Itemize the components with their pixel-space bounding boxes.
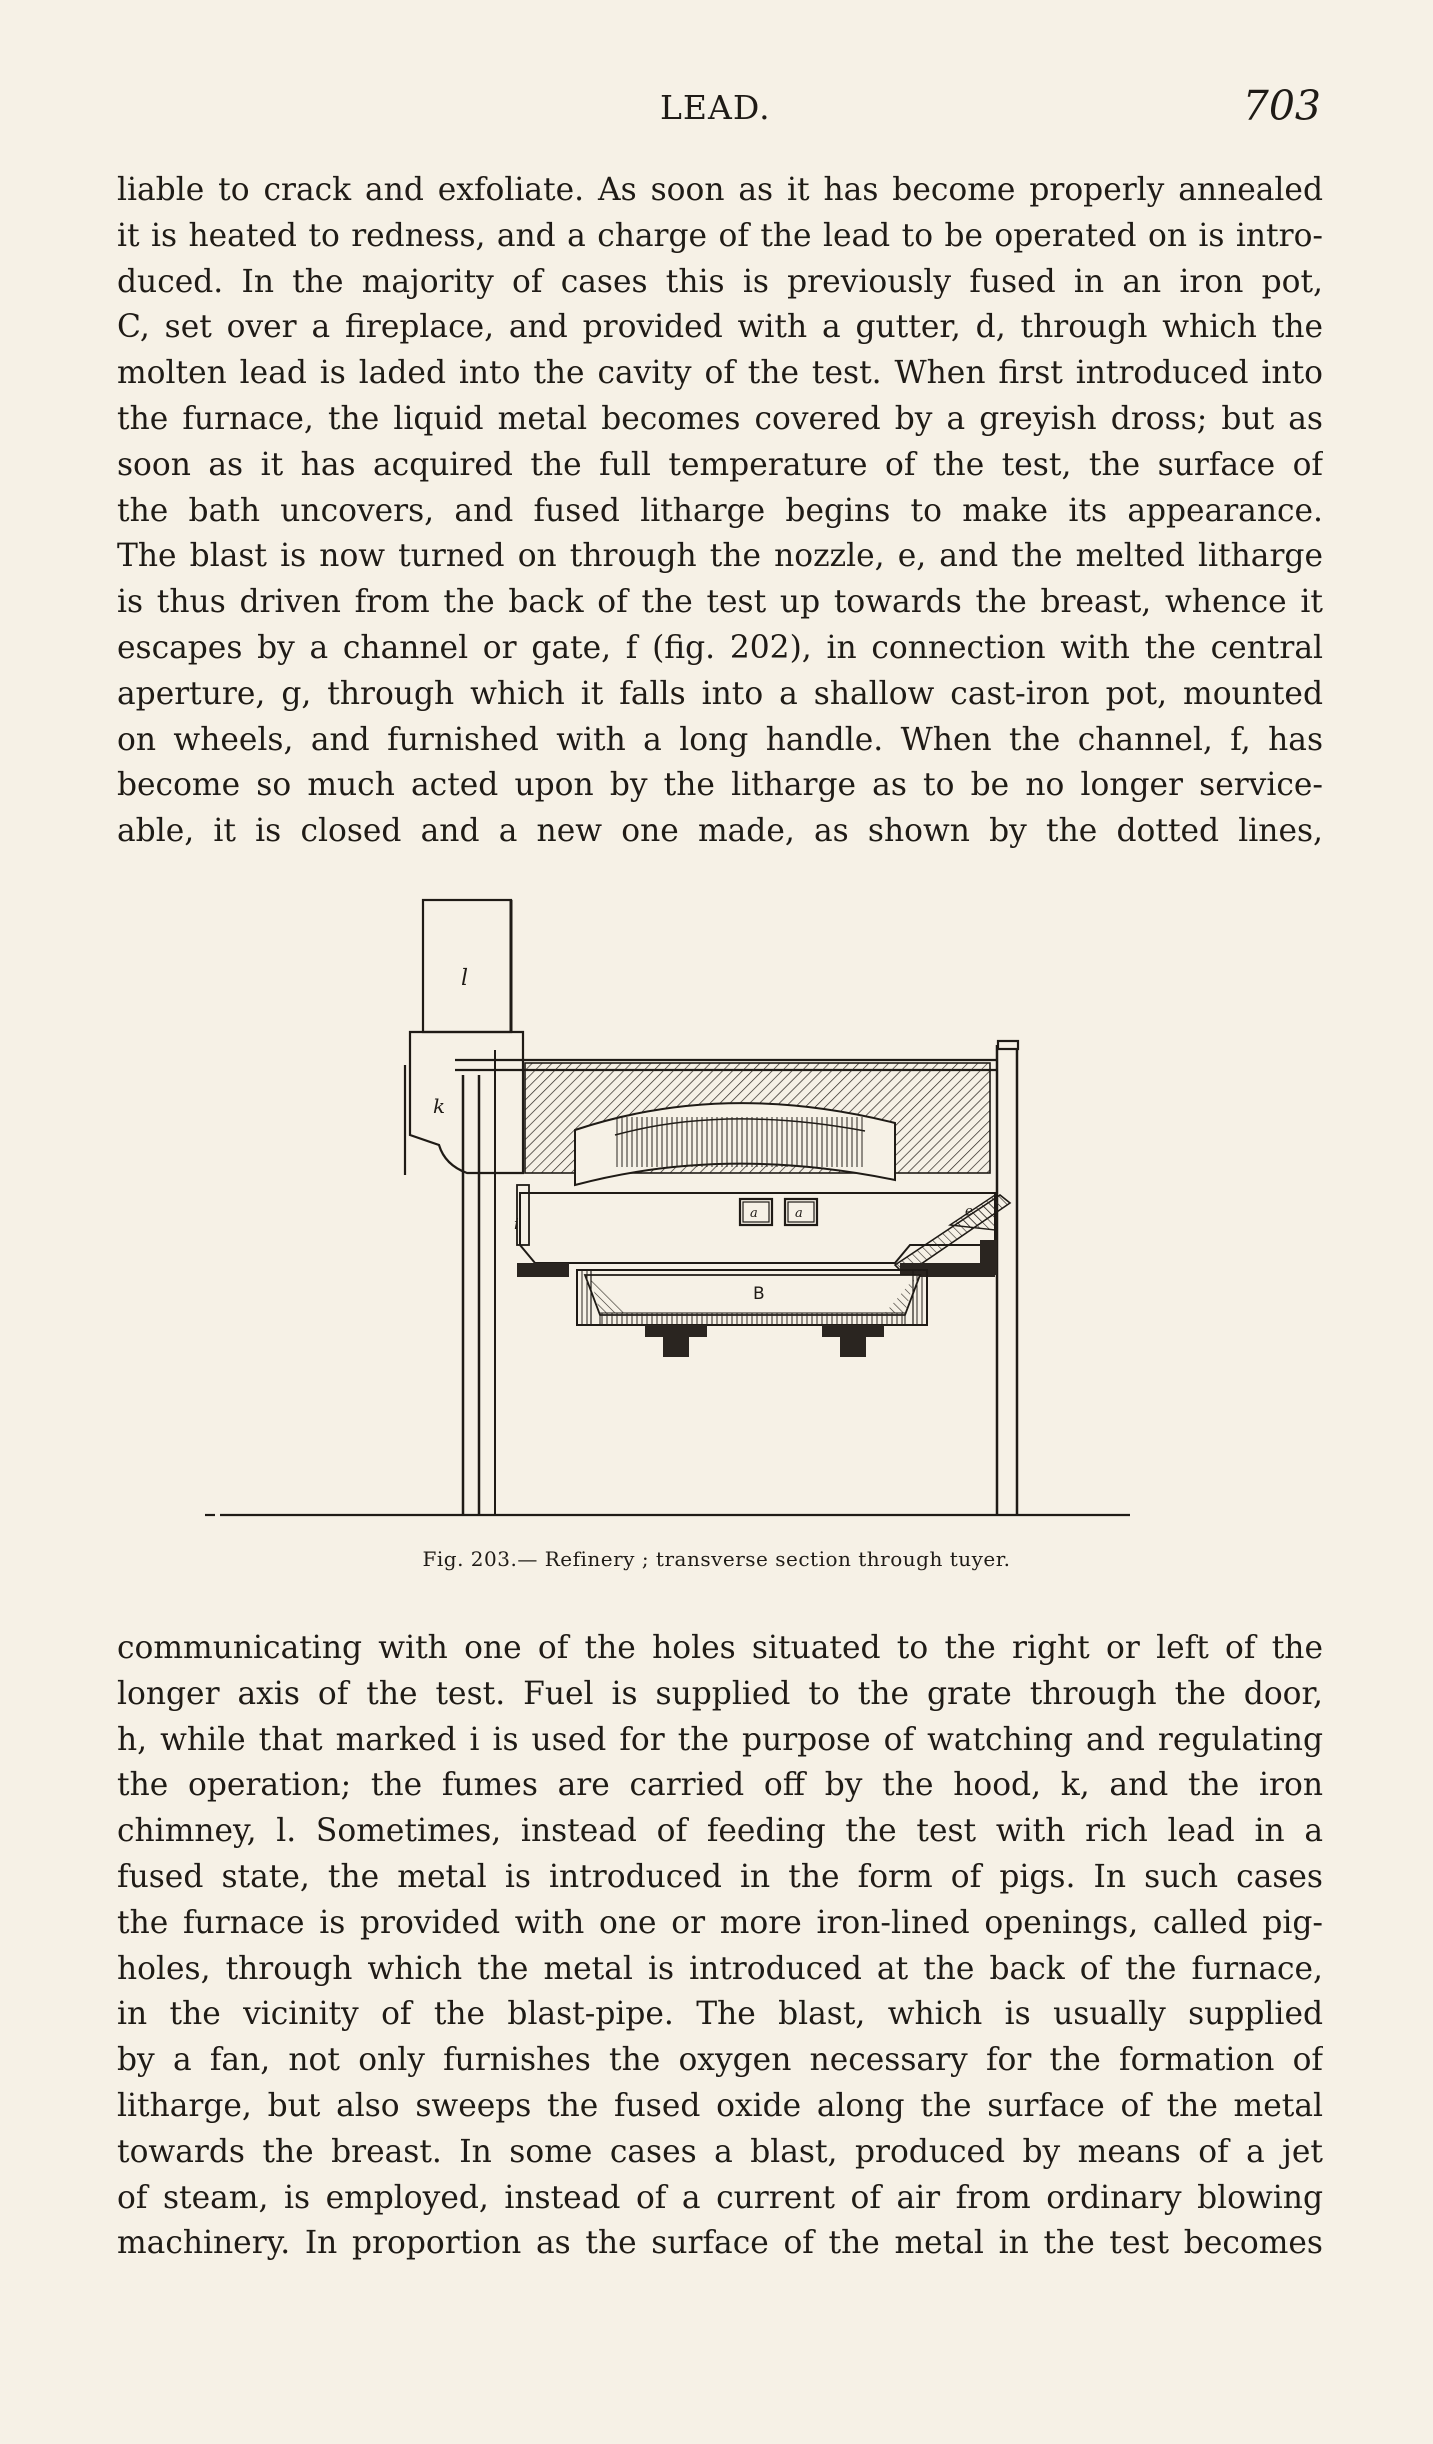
page-header (0, 82, 1433, 142)
hood (410, 1032, 523, 1173)
text-line: longer axis of the test. Fuel is supplied to the grate through the door, (117, 1675, 1323, 1712)
paragraph-top (117, 168, 1323, 855)
label-chimney-l: l (461, 966, 469, 991)
text-line: become so much acted upon by the litharge as to be no longer service- (117, 767, 1323, 804)
text-line: fused state, the metal is introduced in the form of pigs. In such cases (117, 1858, 1323, 1895)
label-hood-k: k (433, 1094, 446, 1118)
text-line: on wheels, and furnished with a long handle. When the channel, f, has (117, 721, 1323, 758)
text-line: it is heated to redness, and a charge of the lead to be operated on is intro- (117, 217, 1323, 254)
text-line: chimney, l. Sometimes, instead of feeding the test with rich lead in a (117, 1813, 1323, 1850)
running-title: LEAD. (660, 88, 771, 127)
label-port-a-left: a (750, 1206, 758, 1221)
refinery-section-drawing (205, 895, 1135, 1535)
text-line: communicating with one of the holes situated to the right or left of the (117, 1630, 1323, 1666)
wheel-left (645, 1325, 707, 1337)
text-line: C, set over a fireplace, and provided with a gutter, d, through which the (117, 309, 1323, 346)
label-port-a-right: a (795, 1206, 803, 1221)
text-line: the operation; the fumes are carried off by the hood, k, and the iron (117, 1767, 1323, 1804)
text-line: holes, through which the metal is introduced at the back of the furnace, (117, 1950, 1323, 1987)
text-line: aperture, g, through which it falls into a shallow cast-iron pot, mounted (117, 675, 1323, 712)
text-line: of steam, is employed, instead of a current of air from ordinary blowing (117, 2179, 1323, 2216)
text-line: litharge, but also sweeps the fused oxide along the surface of the metal (117, 2087, 1323, 2124)
page-number: 703 (1242, 82, 1321, 130)
text-line: h, while that marked i is used for the purpose of watching and regulating (117, 1721, 1323, 1758)
figure-caption (0, 1547, 1433, 1571)
text-line: duced. In the majority of cases this is previously fused in an iron pot, (117, 263, 1323, 300)
text-line: by a fan, not only furnishes the oxygen necessary for the formation of (117, 2042, 1323, 2079)
text-line: towards the breast. In some cases a blast, produced by means of a jet (117, 2133, 1323, 2170)
label-tuyere-e: e (965, 1204, 973, 1219)
text-line: escapes by a channel or gate, f (fig. 202), in connection with the central (117, 629, 1323, 666)
text-line: The blast is now turned on through the nozzle, e, and the melted litharge (117, 538, 1323, 575)
text-line: machinery. In proportion as the surface of the metal in the test becomes (117, 2225, 1323, 2262)
text-line: molten lead is laded into the cavity of the test. When first introduced into (117, 355, 1323, 392)
text-line: the bath uncovers, and fused litharge begins to make its appearance. (117, 492, 1323, 529)
refinery-figure (205, 895, 1135, 1535)
text-line: soon as it has acquired the full temperature of the test, the surface of (117, 446, 1323, 483)
label-test-B: B (753, 1284, 765, 1304)
text-line: the furnace is provided with one or more iron-lined openings, called pig- (117, 1904, 1323, 1941)
text-line: able, it is closed and a new one made, as shown by the dotted lines, (117, 813, 1323, 850)
text-line: the furnace, the liquid metal becomes covered by a greyish dross; but as (117, 400, 1323, 437)
label-door-i: i (514, 1215, 519, 1233)
text-line: liable to crack and exfoliate. As soon as it has become properly annealed (117, 172, 1323, 208)
caption-text: Fig. 203.— Refinery ; transverse section through tuyer. (422, 1547, 1011, 1571)
text-line: is thus driven from the back of the test up towards the breast, whence it (117, 584, 1323, 621)
text-line: in the vicinity of the blast-pipe. The blast, which is usually supplied (117, 1996, 1323, 2033)
paragraph-bottom (117, 1626, 1323, 2267)
wheel-right (822, 1325, 884, 1337)
